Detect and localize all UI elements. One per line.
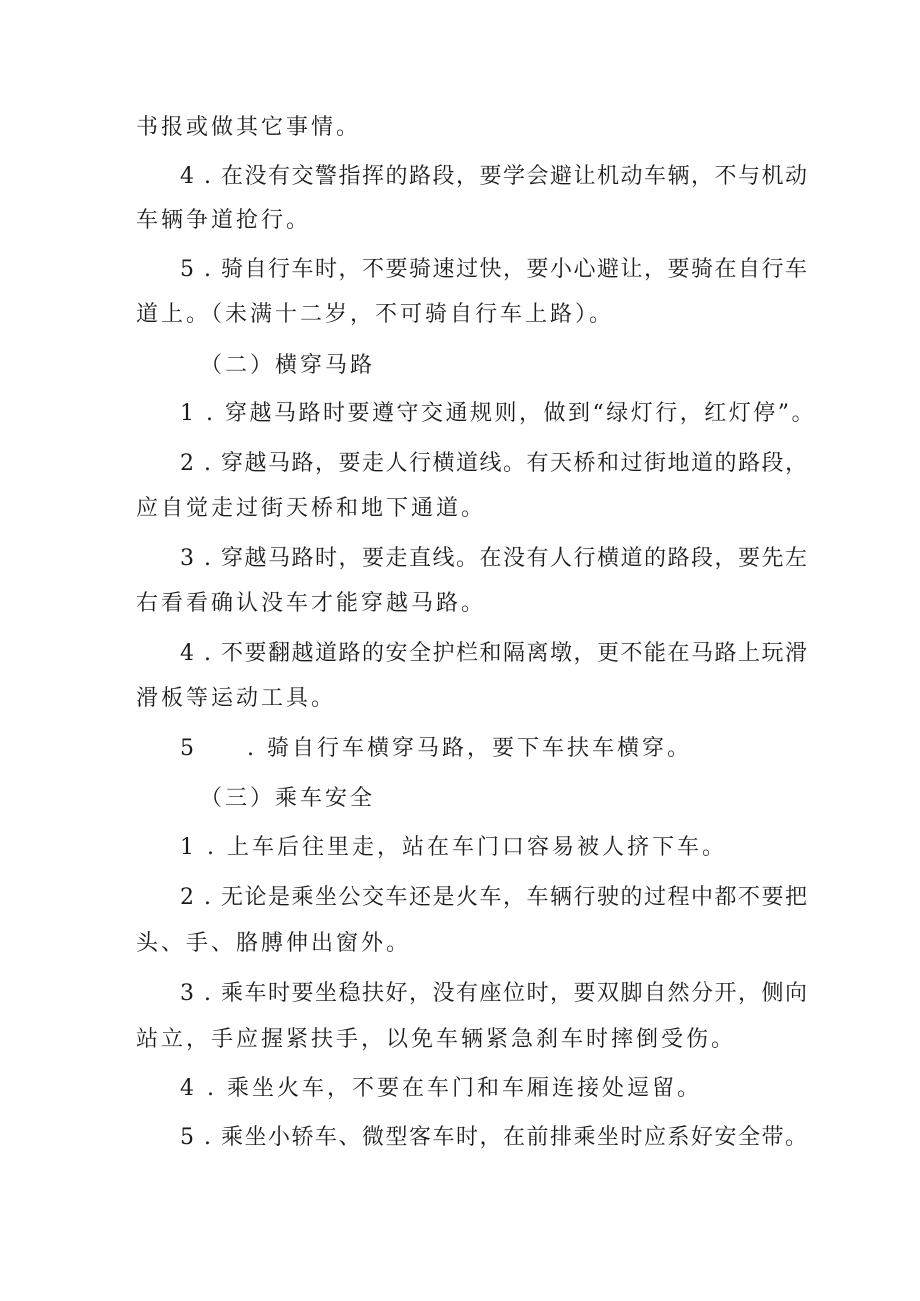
paragraph-line: 书报或做其它事情。 <box>136 115 362 140</box>
paragraph-line: 4 . 乘坐火车，不要在车门和车厢连接处逗留。 <box>180 1076 702 1101</box>
item-number: 5 <box>180 736 197 761</box>
paragraph-line: 4 . 在没有交警指挥的路段，要学会避让机动车辆，不与机动 <box>180 164 809 189</box>
paragraph-line: 车辆争道抢行。 <box>136 208 312 233</box>
paragraph-line: 1 . 上车后往里走，站在车门口容易被人挤下车。 <box>180 835 727 860</box>
paragraph-line: 右看看确认没车才能穿越马路。 <box>136 591 487 616</box>
section-heading: （二）横穿马路 <box>200 353 376 378</box>
paragraph-line: 2 . 无论是乘坐公交车还是火车，车辆行驶的过程中都不要把 <box>180 885 809 910</box>
section-heading: （三）乘车安全 <box>200 786 376 811</box>
paragraph-line: 滑板等运动工具。 <box>136 686 337 711</box>
item-text: . 骑自行车横穿马路，要下车扶车横穿。 <box>247 736 692 761</box>
paragraph-line: 应自觉走过街天桥和地下通道。 <box>136 496 487 521</box>
paragraph-line: 头、手、胳膊伸出窗外。 <box>136 931 412 956</box>
paragraph-line: 3 . 乘车时要坐稳扶好，没有座位时，要双脚自然分开，侧向 <box>180 981 809 1006</box>
paragraph-line: 2 . 穿越马路，要走人行横道线。有天桥和过街地道的路段， <box>180 451 809 476</box>
paragraph-line <box>180 734 816 764</box>
paragraph-line: 3 . 穿越马路时，要走直线。在没有人行横道的路段，要先左 <box>180 546 809 571</box>
paragraph-line: 道上。（未满十二岁，不可骑自行车上路）。 <box>136 302 615 327</box>
paragraph-line: 5 . 乘坐小轿车、微型客车时，在前排乘坐时应系好安全带。 <box>180 1125 809 1150</box>
paragraph-line: 1 . 穿越马路时要遵守交通规则，做到“绿灯行，红灯停”。 <box>180 401 816 426</box>
paragraph-line: 5 . 骑自行车时，不要骑速过快，要小心避让，要骑在自行车 <box>180 257 809 282</box>
paragraph-line: 4 . 不要翻越道路的安全护栏和隔离墩，更不能在马路上玩滑 <box>180 641 809 666</box>
paragraph-line: 站立，手应握紧扶手，以免车辆紧急刹车时摔倒受伤。 <box>136 1027 737 1052</box>
